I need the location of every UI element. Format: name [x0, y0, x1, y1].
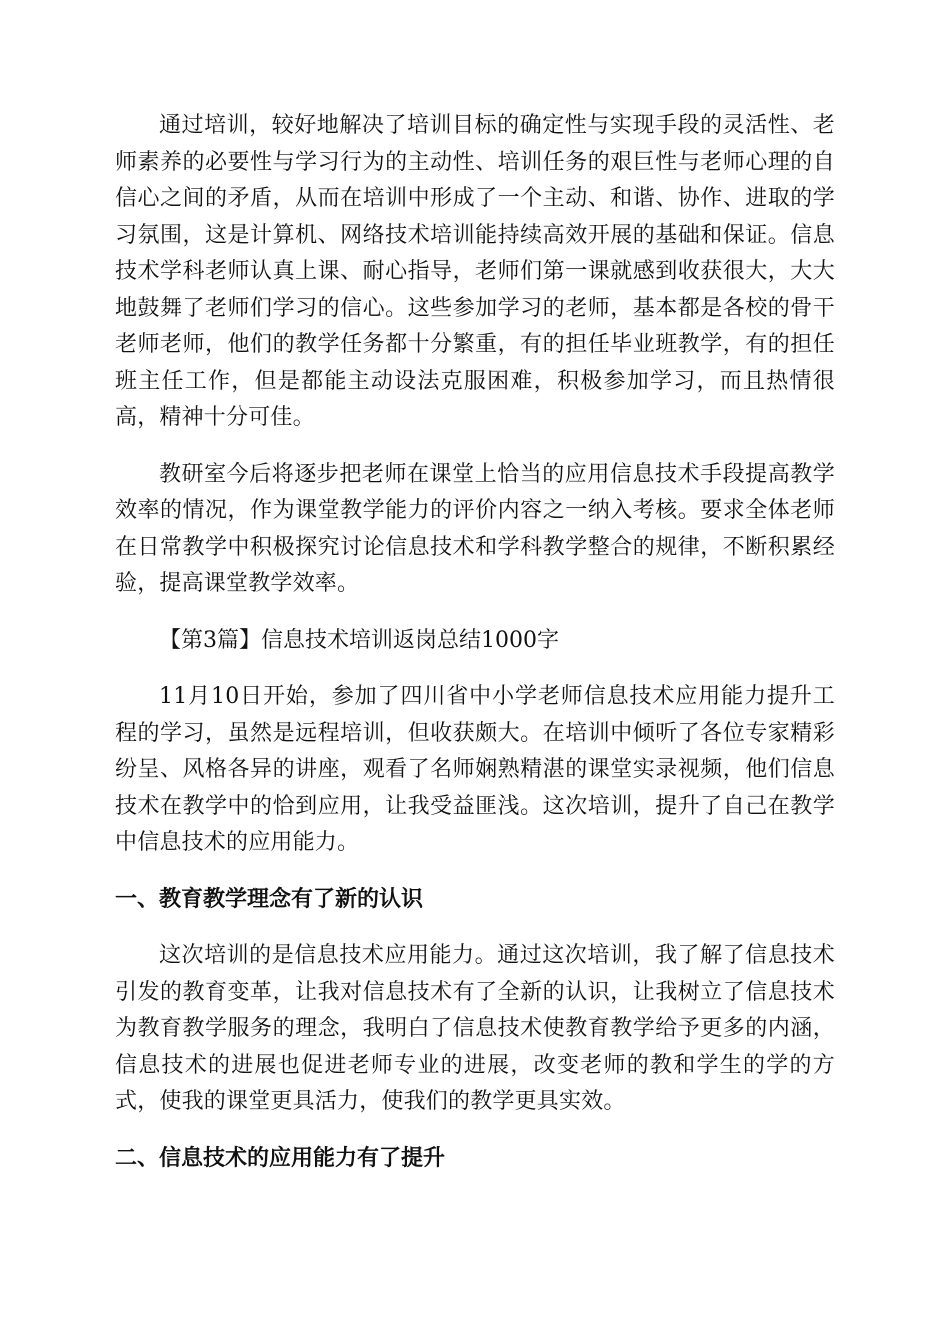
paragraph-teaching-office: 教研室今后将逐步把老师在课堂上恰当的应用信息技术手段提高教学效率的情况，作为课堂教学能力的评价内容之一纳入考核。要求全体老师在日常教学中积极探究讨论信息技术和学科教学整合的规律，不断积累经验，提高课堂教学效率。: [115, 461, 835, 596]
section-title: 【第3篇】信息技术培训返岗总结1000字: [159, 627, 559, 653]
paragraph-teaching-concept: 这次培训的是信息技术应用能力。通过这次培训，我了解了信息技术引发的教育变革，让我对信息技术有了全新的认识，让我树立了信息技术为教育教学服务的理念，我明白了信息技术使教育教学给予更多的内涵，信息技术的进展也促进老师专业的进展，改变老师的教和学生的学的方式，使我的课堂更具活力，使我们的教学更具实效。: [115, 943, 835, 1114]
paragraph-intro: 11月10日开始，参加了四川省中小学老师信息技术应用能力提升工程的学习，虽然是远程培训，但收获颇大。在培训中倾听了各位专家精彩纷呈、风格各异的讲座，观看了名师娴熟精湛的课堂实录视频，他们信息技术在教学中的恰到应用，让我受益匪浅。这次培训，提升了自己在教学中信息技术的应用能力。: [115, 684, 835, 855]
paragraph-training-result: 通过培训，较好地解决了培训目标的确定性与实现手段的灵活性、老师素养的必要性与学习行为的主动性、培训任务的艰巨性与老师心理的自信心之间的矛盾，从而在培训中形成了一个主动、和谐、协作、进取的学习氛围，这是计算机、网络技术培训能持续高效开展的基础和保证。信息技术学科老师认真上课、耐心指导，老师们第一课就感到收获很大，大大地鼓舞了老师们学习的信心。这些参加学习的老师，基本都是各校的骨干老师老师，他们的教学任务都十分繁重，有的担任毕业班教学，有的担任班主任工作，但是都能主动设法克服困难，积极参加学习，而且热情很高，精神十分可佳。: [115, 113, 835, 430]
heading-teaching-concept: 一、教育教学理念有了新的认识: [115, 886, 424, 912]
heading-application-ability: 二、信息技术的应用能力有了提升: [115, 1145, 446, 1171]
document-page: [115, 108, 835, 1177]
